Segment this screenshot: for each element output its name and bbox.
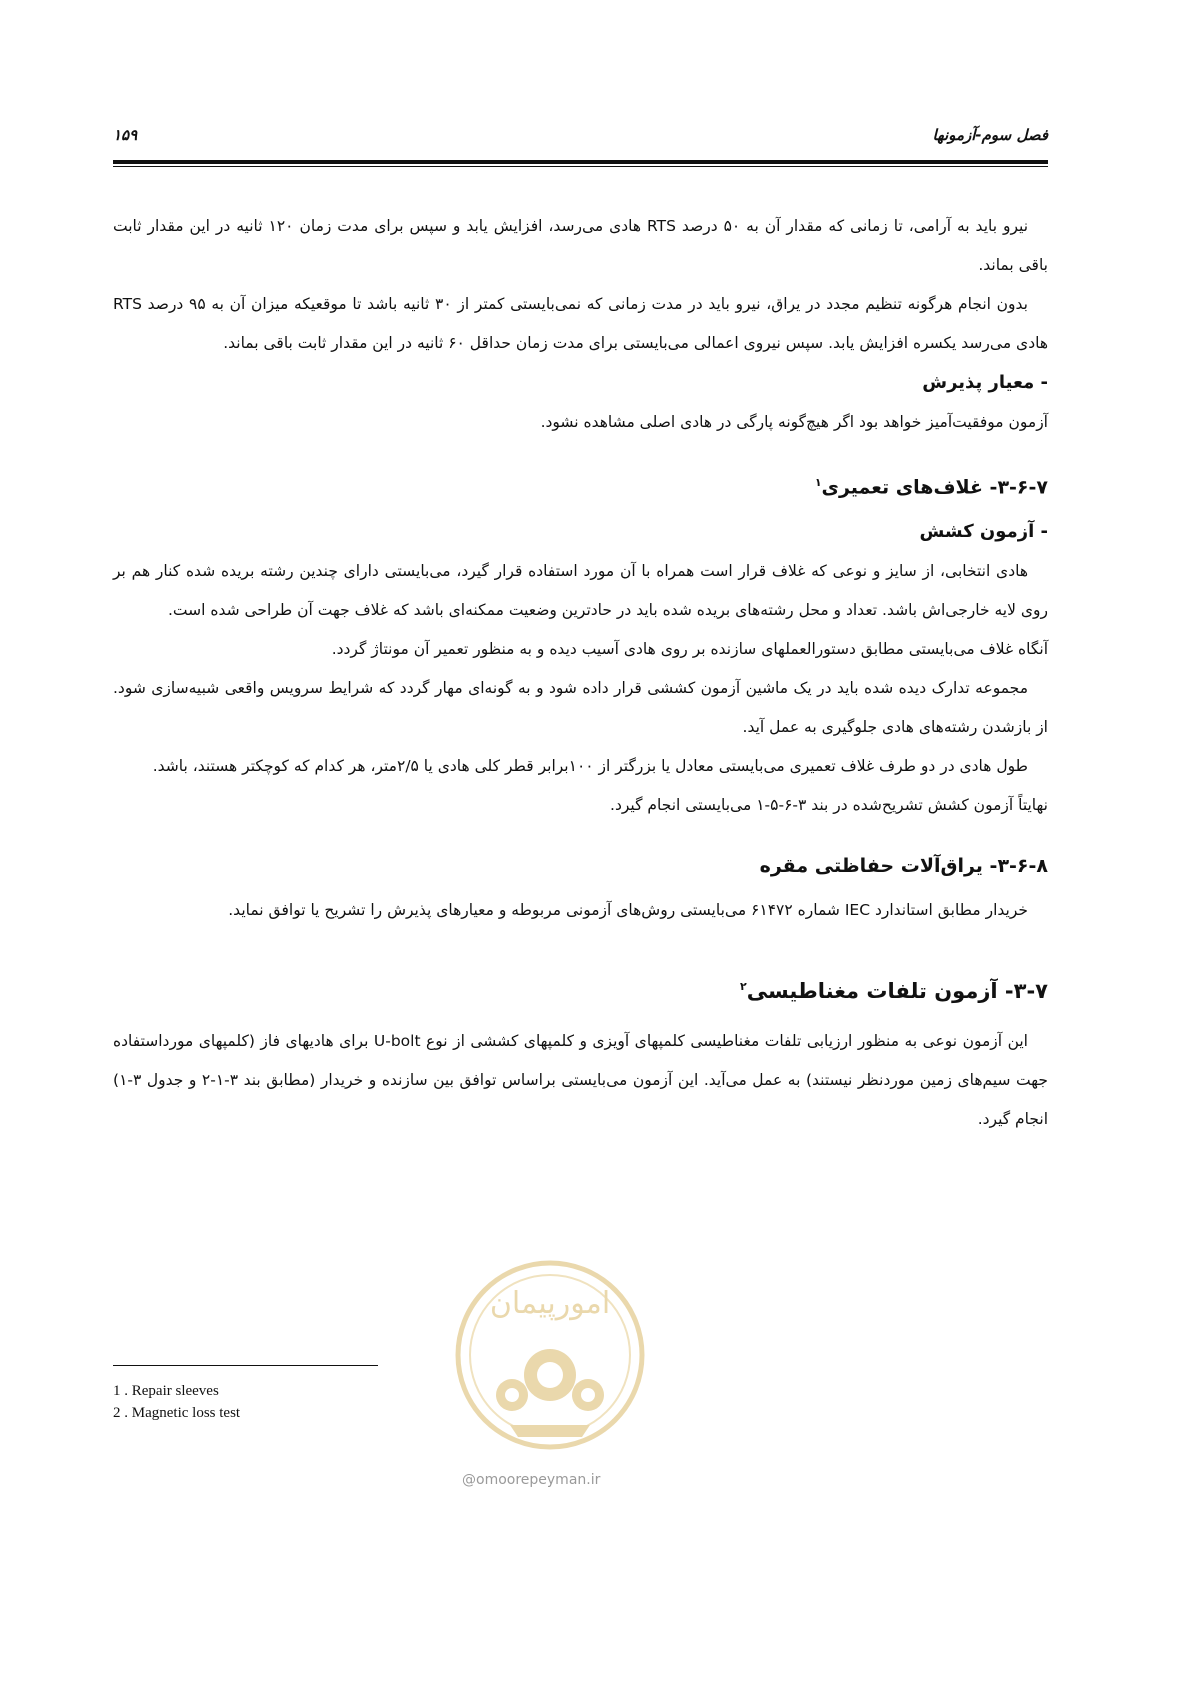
tension-test-heading: - آزمون کشش <box>919 521 1048 543</box>
footnote-ref-2: ۲ <box>740 980 747 994</box>
chapter-title: فصل سوم-آزمونها <box>932 126 1048 144</box>
watermark-logo-text: امورپیمان <box>489 1286 611 1321</box>
paragraph-final-tension: نهایتاً آزمون کشش تشریح‌شده در بند ۳-۶-۵-۱ می‌بایستی انجام گیرد. <box>610 796 1048 815</box>
document-body <box>113 207 1048 1139</box>
page-number: ۱۵۹ <box>113 126 138 144</box>
header-rule-thick <box>113 160 1048 164</box>
paragraph-magnetic-loss: این آزمون نوعی به منظور ارزیابی تلفات مغناطیسی کلمپهای آویزی و کلمپهای کششی از نوع U-bolt برای هادیهای فاز (کلمپهای مورداستفاده جهت سیم‌های زمین موردنظر نیستند) به عمل می‌آید. این آزمون می‌بایستی براساس توافق بین سازنده و خریدار (مطابق بند ۳-۱-۲ و جدول ۳-۱) انجام گیرد. <box>113 1032 1048 1129</box>
section-heading-insulator-fittings: ۳-۶-۸- یراق‌آلات حفاظتی مقره <box>759 855 1048 878</box>
watermark-url: @omoorepeyman.ir <box>462 1472 601 1488</box>
footnote-2: 2 . Magnetic loss test <box>113 1405 241 1421</box>
paragraph-force-increase: نیرو باید به آرامی، تا زمانی که مقدار آن به ۵۰ درصد RTS هادی می‌رسد، افزایش یابد و سپس برای مدت زمان ۱۲۰ ثانیه در این مقدار ثابت باقی بماند. <box>113 217 1048 274</box>
section-heading-magnetic-loss <box>113 972 1048 1006</box>
footnote-rule <box>113 1365 378 1366</box>
footnote-ref-1: ۱ <box>814 476 822 489</box>
section-title-text: ۳-۶-۷- غلاف‌های تعمیری <box>821 476 1048 499</box>
section-title-text: ۳-۷- آزمون تلفات مغناطیسی <box>746 979 1048 1004</box>
acceptance-criteria-heading: - معیار پذیرش <box>922 372 1048 393</box>
paragraph-sleeve-install: آنگاه غلاف می‌بایستی مطابق دستورالعملهای سازنده بر روی هادی آسیب دیده و به منظور تعمیر آن مونتاژ گردد. <box>331 640 1048 659</box>
running-header <box>113 120 1048 152</box>
paragraph-iec-standard: خریدار مطابق استاندارد IEC شماره ۶۱۴۷۲ می‌بایستی روش‌های آزمونی مربوطه و معیارهای پذیرش را تشریح یا توافق نماید. <box>228 901 1028 920</box>
section-heading-repair-sleeves <box>113 468 1048 502</box>
paragraph-selected-conductor: هادی انتخابی، از سایز و نوعی که غلاف قرار است همراه با آن مورد استفاده قرار گیرد، می‌بایستی دارای چندین رشته بریده شده کنار هم بر روی لایه خارجی‌اش باشد. تعداد و محل رشته‌های بریده شده باید در حادترین وضعیت ممکنه‌ای باشد که غلاف جهت آن طراحی شده است. <box>113 562 1048 620</box>
header-rule-thin <box>113 166 1048 167</box>
paragraph-acceptance: آزمون موفقیت‌آمیز خواهد بود اگر هیچ‌گونه پارگی در هادی اصلی مشاهده نشود. <box>540 413 1048 431</box>
footnote-1: 1 . Repair sleeves <box>113 1383 219 1399</box>
paragraph-tensile-machine: مجموعه تدارک دیده شده باید در یک ماشین آزمون کششی قرار داده شود و به گونه‌ای مهار گردد که شرایط سرویس واقعی شبیه‌سازی شود. از بازشدن رشته‌های هادی جلوگیری به عمل آید. <box>113 679 1048 737</box>
paragraph-force-95-percent: بدون انجام هرگونه تنظیم مجدد در یراق، نیرو باید در مدت زمانی که نمی‌بایستی کمتر از ۳۰ ثانیه باشد تا موقعیکه میزان آن به ۹۵ درصد RTS هادی می‌رسد یکسره افزایش یابد. سپس نیروی اعمالی می‌بایستی برای مدت زمان حداقل ۶۰ ثانیه در این مقدار ثابت باقی بماند. <box>113 295 1048 352</box>
paragraph-conductor-length: طول هادی در دو طرف غلاف تعمیری می‌بایستی معادل یا بزرگتر از ۱۰۰برابر قطر کلی هادی یا ۲/۵متر، هر کدام که کوچکتر هستند، باشد. <box>152 757 1028 776</box>
watermark-logo <box>450 1255 650 1455</box>
footnotes <box>113 1365 378 1424</box>
building-icon <box>510 1425 590 1437</box>
